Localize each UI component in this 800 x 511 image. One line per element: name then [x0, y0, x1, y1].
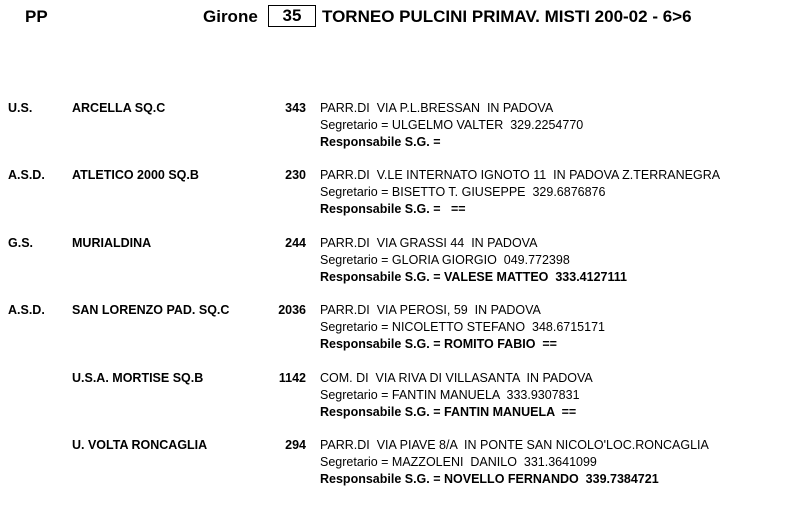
club-details: [320, 370, 593, 421]
club-type: G.S.: [8, 236, 34, 250]
club-responsible: Responsabile S.G. =: [320, 135, 441, 149]
club-address: PARR.DI VIA PIAVE 8/A IN PONTE SAN NICOLO'LOC.RONCAGLIA: [320, 438, 709, 452]
club-code: 294: [285, 438, 306, 452]
club-type: A.S.D.: [8, 303, 45, 317]
club-address: PARR.DI VIA P.L.BRESSAN IN PADOVA: [320, 101, 554, 115]
club-responsible: Responsabile S.G. = ROMITO FABIO ==: [320, 337, 557, 351]
club-address: PARR.DI VIA GRASSI 44 IN PADOVA: [320, 236, 538, 250]
club-details: [320, 302, 605, 353]
club-secretary: Segretario = NICOLETTO STEFANO 348.6715171: [320, 320, 605, 334]
club-name: ARCELLA SQ.C: [72, 101, 166, 115]
club-name: U. VOLTA RONCAGLIA: [72, 438, 208, 452]
club-responsible: Responsabile S.G. = ==: [320, 202, 466, 216]
club-secretary: Segretario = MAZZOLENI DANILO 331.3641099: [320, 455, 597, 469]
tournament-title: TORNEO PULCINI PRIMAV. MISTI 200-02 - 6>6: [322, 7, 692, 26]
club-secretary: Segretario = FANTIN MANUELA 333.9307831: [320, 388, 580, 402]
club-secretary: Segretario = GLORIA GIORGIO 049.772398: [320, 253, 570, 267]
club-entry: [0, 100, 800, 154]
club-entry: [0, 302, 800, 356]
club-code: 230: [285, 168, 306, 182]
club-details: [320, 437, 709, 488]
club-name: U.S.A. MORTISE SQ.B: [72, 371, 204, 385]
club-details: [320, 100, 583, 151]
club-type: U.S.: [8, 101, 33, 115]
club-address: PARR.DI V.LE INTERNATO IGNOTO 11 IN PADOVA Z.TERRANEGRA: [320, 168, 721, 182]
club-entry: [0, 235, 800, 289]
club-address: PARR.DI VIA PEROSI, 59 IN PADOVA: [320, 303, 541, 317]
club-name: SAN LORENZO PAD. SQ.C: [72, 303, 230, 317]
club-entry: [0, 370, 800, 424]
girone-label: Girone: [203, 7, 258, 26]
club-secretary: Segretario = BISETTO T. GIUSEPPE 329.6876876: [320, 185, 606, 199]
club-responsible: Responsabile S.G. = NOVELLO FERNANDO 339.7384721: [320, 472, 659, 486]
girone-number-box: 35: [268, 5, 316, 27]
club-name: MURIALDINA: [72, 236, 152, 250]
club-entry: [0, 437, 800, 491]
club-responsible: Responsabile S.G. = FANTIN MANUELA ==: [320, 405, 577, 419]
club-code: 2036: [278, 303, 306, 317]
club-code: 343: [285, 101, 306, 115]
region-code: PP: [25, 7, 48, 26]
club-name: ATLETICO 2000 SQ.B: [72, 168, 199, 182]
club-secretary: Segretario = ULGELMO VALTER 329.2254770: [320, 118, 584, 132]
club-code: 244: [285, 236, 306, 250]
club-details: [320, 167, 720, 218]
club-address: COM. DI VIA RIVA DI VILLASANTA IN PADOVA: [320, 371, 593, 385]
club-code: 1142: [278, 371, 306, 385]
club-entry: [0, 167, 800, 221]
club-details: [320, 235, 627, 286]
club-responsible: Responsabile S.G. = VALESE MATTEO 333.4127111: [320, 270, 627, 284]
club-type: A.S.D.: [8, 168, 45, 182]
